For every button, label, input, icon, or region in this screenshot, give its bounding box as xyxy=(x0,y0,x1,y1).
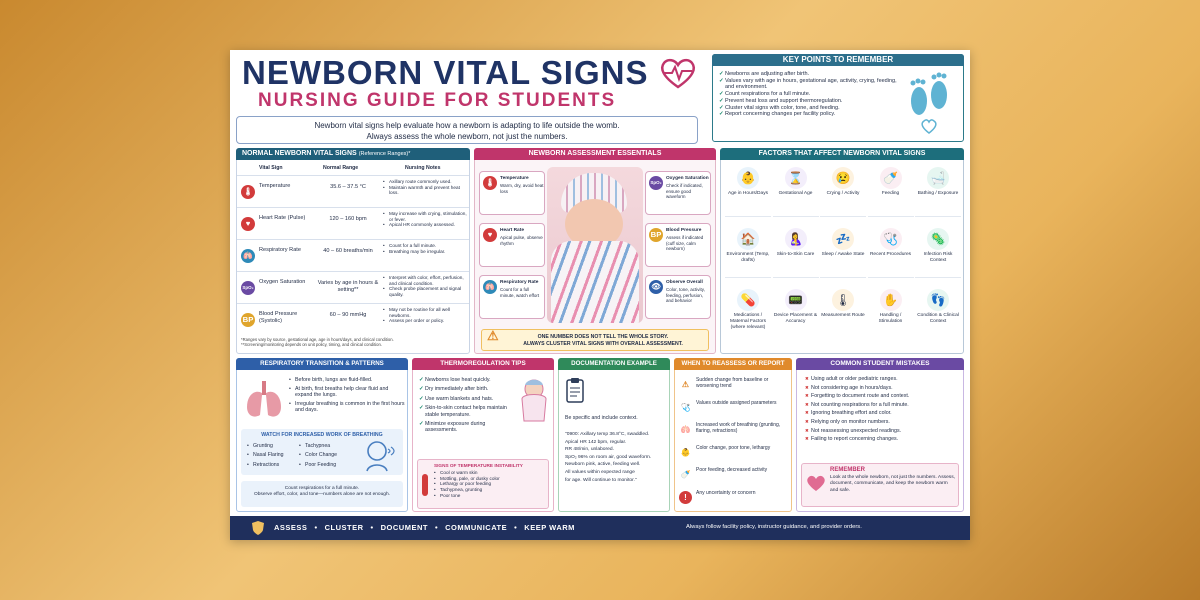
page-subtitle: NURSING GUIDE FOR STUDENTS xyxy=(258,90,617,111)
assessment-callout xyxy=(645,275,711,319)
watch-heading: WATCH FOR INCREASED WORK OF BREATHING xyxy=(261,432,383,438)
callout-text: Warm, dry, avoid heat loss xyxy=(500,183,544,194)
footprints-icon xyxy=(901,71,957,137)
reassess-text: Increased work of breathing (grunting, flaring, retractions) xyxy=(696,422,781,435)
temp-signs-box xyxy=(417,459,549,509)
eye-icon: 👁 xyxy=(649,280,663,294)
thermometer-icon: 🌡 xyxy=(483,176,497,190)
vital-sign-name: Blood Pressure (Systolic) xyxy=(259,311,298,324)
bottle-icon: 🍼 xyxy=(680,470,691,479)
factor-item xyxy=(773,165,819,217)
vital-note: • May not be routine for all well newborns. xyxy=(383,307,467,318)
vital-sign-range: 40 – 60 breaths/min xyxy=(323,248,373,254)
mistake-item: ✖ Ignoring breathing effort and color. xyxy=(805,409,961,418)
key-point-item: ✓ Cluster vital signs with color, tone, and feeding. xyxy=(719,105,899,112)
mistake-item: ✖ Using adult or older pediatric ranges. xyxy=(805,375,961,384)
factor-item xyxy=(725,287,771,339)
factor-label: Bathing / Exposure xyxy=(917,191,959,196)
factor-item xyxy=(915,226,961,278)
warning-line: ONE NUMBER DOES NOT TELL THE WHOLE STORY. xyxy=(537,334,669,340)
footer-separator: • xyxy=(370,523,374,532)
factor-label: Infection Risk Context xyxy=(923,252,953,263)
vitals-heading-suffix: (Reference Ranges)* xyxy=(358,151,411,157)
hand-icon: ✋ xyxy=(880,289,902,311)
remember-box xyxy=(801,463,959,507)
reassess-text: Poor feeding, decreased activity xyxy=(696,467,768,473)
mistake-item: ✖ Failing to report concerning changes. xyxy=(805,435,961,444)
remember-text: Look at the whole newborn, not just the numbers. Assess, document, communicate, and keep the newborn warm and safe. xyxy=(830,475,956,493)
temp-signs-list xyxy=(434,470,546,499)
factor-label: Skin-to-Skin Care xyxy=(776,252,815,257)
temp-sign-item: • Tachypnea, grunting xyxy=(434,487,546,493)
thermo-item: ✓ Use warm blankets and hats. xyxy=(419,396,511,402)
vitals-heading-text: NORMAL NEWBORN VITAL SIGNS xyxy=(242,150,357,157)
vital-note: • Axillary route commonly used. xyxy=(383,179,467,185)
temp-sign-item: • Poor tone xyxy=(434,493,546,499)
factor-label: Environment (Temp, drafts) xyxy=(726,252,770,263)
reassess-text: Sudden change from baseline or worsening trend xyxy=(696,377,769,390)
vital-sign-name: Respiratory Rate xyxy=(259,247,301,253)
vitals-table-panel xyxy=(236,148,470,354)
factor-label: Feeding xyxy=(881,191,900,196)
thermo-list xyxy=(419,377,511,434)
mistakes-list xyxy=(805,375,961,444)
thermo-item: ✓ Dry immediately after birth. xyxy=(419,386,511,392)
table-row xyxy=(237,175,469,207)
vital-sign-notes xyxy=(383,307,467,324)
documentation-line: All values within expected range xyxy=(565,469,635,475)
vital-note: • Assess per order or policy. xyxy=(383,318,467,324)
heart-monitor-icon xyxy=(658,56,698,90)
factor-item xyxy=(820,287,866,339)
alert-icon: ! xyxy=(679,491,692,504)
callout-title: Temperature xyxy=(500,176,529,181)
mistake-item: ✖ Forgetting to document route and context. xyxy=(805,392,961,401)
vitals-footnote: **Screening/monitoring depends on unit policy, timing, and clinical condition. xyxy=(241,342,382,347)
stethoscope-icon: 🩺 xyxy=(680,402,691,412)
watch-item: • Nasal Flaring xyxy=(247,452,297,458)
thermo-heading: THERMOREGULATION TIPS xyxy=(412,358,554,370)
thermo-item: ✓ Newborns lose heat quickly. xyxy=(419,377,511,383)
documentation-line: "0900: Axillary temp 36.8°C, swaddled. xyxy=(565,432,650,437)
vital-sign-notes xyxy=(383,243,467,254)
vital-sign-name: Oxygen Saturation xyxy=(259,279,306,285)
assessment-callout xyxy=(645,223,711,267)
vital-note: • Interpret with color, effort, perfusion, and clinical condition. xyxy=(383,275,467,286)
documentation-intro: Be specific and include context. xyxy=(565,415,638,421)
footer-step: COMMUNICATE xyxy=(445,523,508,532)
poster xyxy=(230,50,970,540)
baby-icon: 👶 xyxy=(737,167,759,189)
assessment-warning xyxy=(481,329,709,351)
key-point-item: ✓ Report concerning changes per facility policy. xyxy=(719,111,899,118)
callout-title: Respiratory Rate xyxy=(500,280,539,285)
spo2-icon: SpO₂ xyxy=(649,176,663,190)
vital-sign-name: Temperature xyxy=(259,183,291,189)
respiratory-list xyxy=(289,377,405,414)
house-icon: 🏠 xyxy=(737,228,759,250)
callout-text: Check if indicated, ensure good waveform xyxy=(666,183,703,199)
thermometer-icon: 🌡 xyxy=(832,289,854,311)
newborn-photo xyxy=(547,167,643,323)
factor-item xyxy=(820,226,866,278)
respiratory-note-line: Observe effort, color, and tone—numbers alone are not enough. xyxy=(254,492,390,497)
reassess-item xyxy=(679,375,789,396)
vital-note: • Maintain warmth and prevent heat loss. xyxy=(383,185,467,196)
footer-step: KEEP WARM xyxy=(524,523,575,532)
sleep-icon: 💤 xyxy=(832,228,854,250)
vital-note: • Count for a full minute. xyxy=(383,243,467,249)
assessment-callout xyxy=(479,223,545,267)
stethoscope-icon: 🩺 xyxy=(880,228,902,250)
key-point-item: ✓ Values vary with age in hours, gestational age, activity, crying, feeding, and environment. xyxy=(719,78,899,91)
footer-bar xyxy=(230,516,970,540)
assessment-heading: NEWBORN ASSESSMENT ESSENTIALS xyxy=(474,148,716,160)
table-row xyxy=(237,239,469,271)
factor-label: Gestational Age xyxy=(778,191,813,196)
vital-note: • Apical HR commonly assessed. xyxy=(383,222,467,228)
factor-item xyxy=(773,226,819,278)
warning-icon: ⚠ xyxy=(681,380,690,389)
column-header: Vital Sign xyxy=(259,165,283,171)
reassess-heading: WHEN TO REASSESS OR REPORT xyxy=(674,358,792,370)
respiratory-panel xyxy=(236,358,408,512)
documentation-line: SpO₂ 96% on room air, good waveform. xyxy=(565,454,652,460)
hourglass-icon: ⌛ xyxy=(785,167,807,189)
heart-icon: ♥ xyxy=(483,228,497,242)
vital-sign-notes xyxy=(383,275,467,298)
footer-step: DOCUMENT xyxy=(380,523,428,532)
footer-step: CLUSTER xyxy=(324,523,364,532)
footer-separator: • xyxy=(314,523,318,532)
key-points-panel xyxy=(712,54,964,142)
watch-item: • Color Change xyxy=(299,452,355,458)
lungs-icon: 🫁 xyxy=(241,249,255,263)
remember-heading: REMEMBER xyxy=(830,467,866,473)
documentation-heading: DOCUMENTATION EXAMPLE xyxy=(558,358,670,370)
factor-label: Medications / Maternal Factors (where relevant) xyxy=(730,313,766,330)
clipboard-icon xyxy=(565,377,585,403)
pill-icon: 💊 xyxy=(737,289,759,311)
vitals-footnotes xyxy=(241,337,469,347)
page-title: NEWBORN VITAL SIGNS xyxy=(242,54,649,91)
mistake-item: ✖ Not counting respirations for a full minute. xyxy=(805,401,961,410)
factor-item xyxy=(868,287,914,339)
watch-box xyxy=(241,429,403,475)
reassess-item xyxy=(679,443,789,464)
intro-line-2: Always assess the whole newborn, not just the numbers. xyxy=(366,132,568,141)
bp-icon: BP xyxy=(649,228,663,242)
footer-steps xyxy=(274,523,575,532)
vital-sign-notes xyxy=(383,179,467,196)
reassess-item xyxy=(679,420,789,441)
skin-to-skin-icon: 🤱 xyxy=(785,228,807,250)
factor-label: Recent Procedures xyxy=(869,252,912,257)
lungs-icon: 🫁 xyxy=(483,280,497,294)
respiratory-note-line: Count respirations for a full minute. xyxy=(284,486,360,491)
key-points-heading: KEY POINTS TO REMEMBER xyxy=(712,54,964,66)
vital-sign-range: 35.6 – 37.5 °C xyxy=(330,184,366,190)
callout-title: Oxygen Saturation xyxy=(666,176,709,181)
thermo-item: ✓ Minimize exposure during assessments. xyxy=(419,421,511,434)
germ-icon: 🦠 xyxy=(927,228,949,250)
callout-text: Count for a full minute, watch effort xyxy=(500,287,540,298)
table-row xyxy=(237,271,469,303)
factors-heading: FACTORS THAT AFFECT NEWBORN VITAL SIGNS xyxy=(720,148,964,160)
mistakes-panel xyxy=(796,358,964,512)
watch-item: • Tachypnea xyxy=(299,443,355,449)
vital-note: • May increase with crying, stimulation, or fever. xyxy=(383,211,467,222)
mistakes-heading: COMMON STUDENT MISTAKES xyxy=(796,358,964,370)
factor-item xyxy=(773,287,819,339)
heart-icon xyxy=(806,474,826,492)
watch-item: • Poor Feeding xyxy=(299,462,355,468)
factors-panel xyxy=(720,148,964,354)
column-header: Nursing Notes xyxy=(405,165,441,171)
warning-line: ALWAYS CLUSTER VITAL SIGNS WITH OVERALL ASSESSMENT. xyxy=(523,340,683,347)
table-row xyxy=(237,303,469,335)
vitals-heading xyxy=(236,148,470,160)
thermometer-icon: 🌡 xyxy=(241,185,255,199)
crying-baby-icon: 😢 xyxy=(832,167,854,189)
vital-sign-range: Varies by age in hours & setting** xyxy=(317,280,379,293)
documentation-line: RR 48/min, unlabored. xyxy=(565,447,614,453)
factor-item xyxy=(820,165,866,217)
respiratory-heading: RESPIRATORY TRANSITION & PATTERNS xyxy=(236,358,408,370)
respiratory-item: • Before birth, lungs are fluid-filled. xyxy=(289,377,405,384)
documentation-panel xyxy=(558,358,670,512)
assessment-panel xyxy=(474,148,716,354)
footer-separator: • xyxy=(434,523,439,532)
watch-item: • Retractions xyxy=(247,462,297,468)
intro-box xyxy=(236,116,698,144)
factor-label: Device Placement & Accuracy xyxy=(773,313,818,324)
key-point-item: ✓ Prevent heat loss and support thermoregulation. xyxy=(719,98,899,105)
spo2-icon: SpO₂ xyxy=(241,281,255,295)
factor-label: Handling / Stimulation xyxy=(878,313,903,324)
thermo-panel xyxy=(412,358,554,512)
intro-line-1: Newborn vital signs help evaluate how a newborn is adapting to life outside the womb. xyxy=(314,121,620,130)
factor-item xyxy=(868,165,914,217)
bp-icon: BP xyxy=(241,313,255,327)
vital-sign-range: 60 – 90 mmHg xyxy=(329,312,367,318)
watch-item: • Grunting xyxy=(247,443,297,449)
footer-note: Always follow facility policy, instructor guidance, and provider orders. xyxy=(686,524,862,530)
reassess-item xyxy=(679,465,789,486)
temp-sign-item: • Cool or warm skin xyxy=(434,470,546,476)
swaddle-blanket xyxy=(551,241,639,323)
factor-label: Condition & Clinical Context xyxy=(917,313,959,324)
callout-title: Heart Rate xyxy=(500,228,524,233)
warning-icon: ⚠ xyxy=(487,328,499,343)
device-icon: 📟 xyxy=(785,289,807,311)
vital-sign-name: Heart Rate (Pulse) xyxy=(259,215,306,221)
callout-title: Blood Pressure xyxy=(666,228,702,233)
lungs-icon: 🫁 xyxy=(680,425,691,434)
reassess-panel xyxy=(674,358,792,512)
factor-item xyxy=(915,165,961,217)
watch-list-right xyxy=(299,443,355,468)
reassess-item xyxy=(679,488,789,509)
vital-sign-range: 120 – 160 bpm xyxy=(329,216,367,222)
temp-signs-heading: SIGNS OF TEMPERATURE INSTABILITY xyxy=(434,463,523,468)
factor-label: Sleep / Awake State xyxy=(821,252,865,257)
reassess-item xyxy=(679,398,789,419)
column-header: Normal Range xyxy=(323,165,359,171)
respiratory-item: • Irregular breathing is common in the first hours and days. xyxy=(289,401,405,414)
assessment-callout xyxy=(645,171,711,215)
reassess-text: Color change, poor tone, lethargy xyxy=(696,444,771,451)
footer-separator: • xyxy=(514,523,518,532)
watch-list-left xyxy=(247,443,297,468)
reassess-text: Any uncertainty or concern xyxy=(696,489,756,496)
documentation-line: Newborn pink, active, feeding well. xyxy=(565,462,641,468)
bath-icon: 🛁 xyxy=(927,167,949,189)
vitals-footnote: *Ranges vary by source, gestational age, age in hours/days, and clinical condition. xyxy=(241,337,394,342)
lungs-icon xyxy=(243,379,285,421)
vital-sign-notes xyxy=(383,211,467,228)
key-points-list xyxy=(719,71,899,118)
footprints-icon: 👣 xyxy=(927,289,949,311)
key-point-item: ✓ Newborns are adjusting after birth. xyxy=(719,71,899,78)
key-point-item: ✓ Count respirations for a full minute. xyxy=(719,91,899,98)
documentation-lines xyxy=(565,431,669,484)
thermo-item: ✓ Skin-to-skin contact helps maintain stable temperature. xyxy=(419,405,511,418)
heart-icon: ♥ xyxy=(241,217,255,231)
baby-icon: 👶 xyxy=(680,447,691,457)
callout-title: Observe Overall xyxy=(666,280,703,285)
swaddled-baby-icon xyxy=(517,377,551,423)
shield-icon xyxy=(252,521,264,535)
factor-item xyxy=(868,226,914,278)
assessment-callout xyxy=(479,275,545,319)
bottle-icon: 🍼 xyxy=(880,167,902,189)
mistake-item: ✖ Not considering age in hours/days. xyxy=(805,384,961,393)
factor-label: Crying / Activity xyxy=(826,191,860,196)
callout-text: Apical pulse, observe rhythm xyxy=(500,235,543,246)
callout-text: Color, tone, activity, feeding, perfusion, and behavior xyxy=(666,287,705,303)
reassess-text: Values outside assigned parameters xyxy=(696,399,777,406)
factor-item xyxy=(915,287,961,339)
documentation-line: Apical HR 142 bpm, regular. xyxy=(565,439,627,445)
breathing-child-icon xyxy=(363,439,399,473)
temp-sign-item: • Mottling, pale, or dusky color xyxy=(434,476,546,482)
factor-item xyxy=(725,226,771,278)
factor-label: Age in Hours/Days xyxy=(728,191,768,196)
factor-item xyxy=(725,165,771,217)
factor-label: Measurement Route xyxy=(821,313,865,318)
callout-text: Assess if indicated (cuff size, calm newborn) xyxy=(666,235,704,251)
vital-note: • Breathing may be irregular. xyxy=(383,249,467,255)
thermometer-icon xyxy=(422,474,428,496)
mistake-item: ✖ Relying only on monitor numbers. xyxy=(805,418,961,427)
documentation-line: for age. Will continue to monitor." xyxy=(565,477,637,483)
vital-note: • Check probe placement and signal quality. xyxy=(383,286,467,297)
footer-step: ASSESS xyxy=(274,523,308,532)
respiratory-note xyxy=(241,481,403,507)
vitals-table-header xyxy=(237,162,469,174)
mistake-item: ✖ Not reassessing unexpected readings. xyxy=(805,427,961,436)
table-row xyxy=(237,207,469,239)
assessment-callout xyxy=(479,171,545,215)
respiratory-item: • At birth, first breaths help clear fluid and expand the lungs. xyxy=(289,386,405,399)
temp-sign-item: • Lethargy or poor feeding xyxy=(434,481,546,487)
